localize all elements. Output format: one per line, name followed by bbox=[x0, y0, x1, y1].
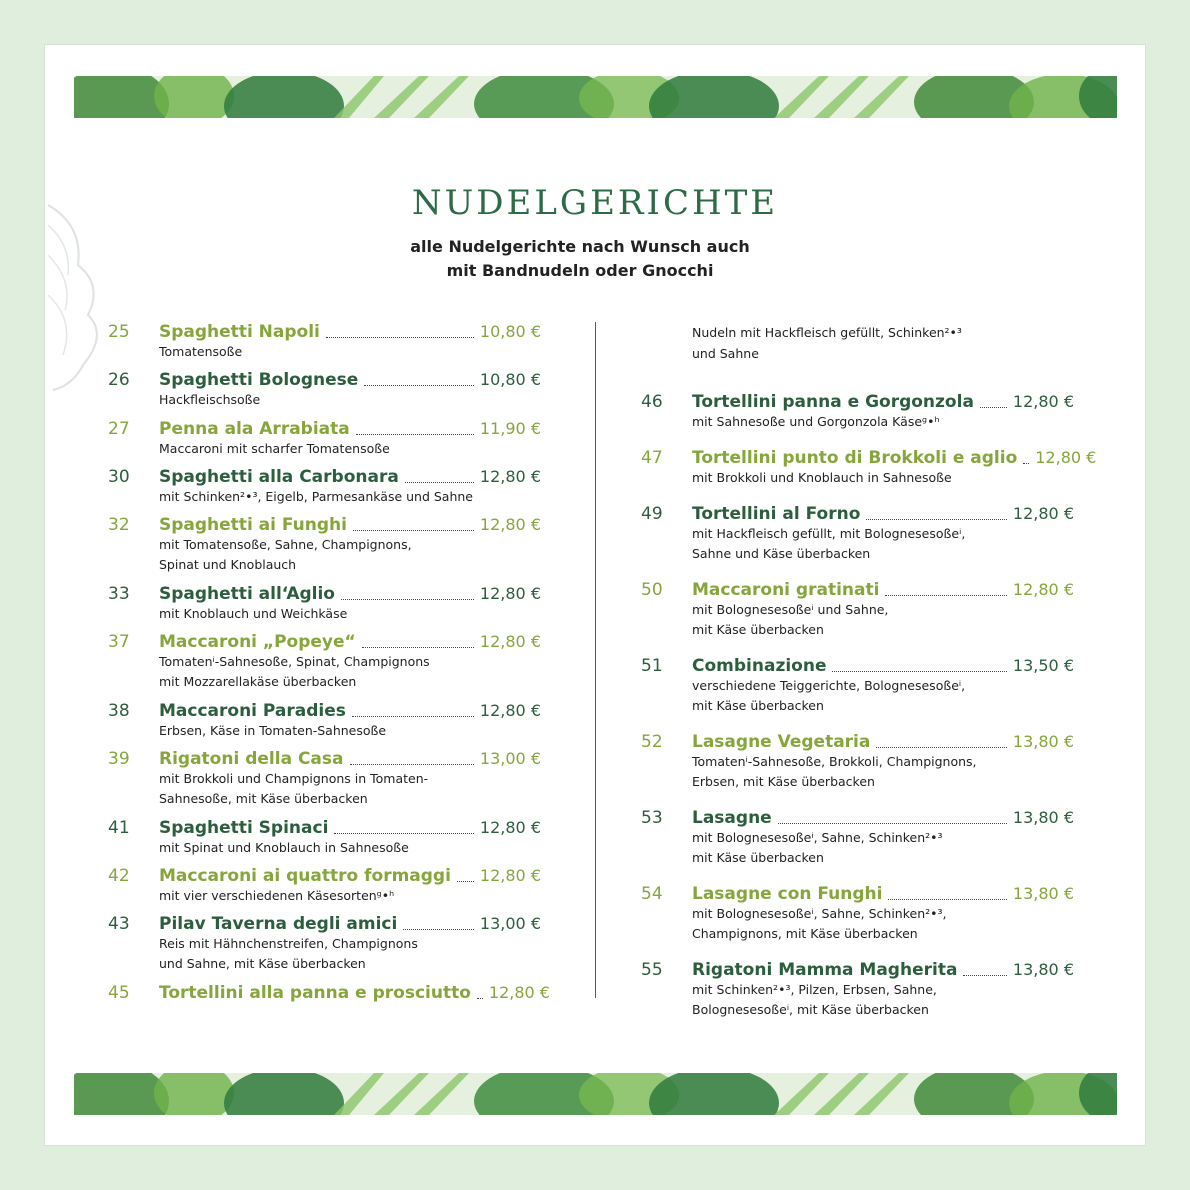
dot-leader bbox=[778, 823, 1007, 824]
item-name-row bbox=[159, 465, 541, 489]
item-name-row bbox=[692, 958, 1074, 982]
item-name: Rigatoni della Casa bbox=[159, 749, 344, 769]
item-name-row bbox=[692, 446, 1097, 470]
item-number: 49 bbox=[641, 504, 663, 524]
item-number: 33 bbox=[108, 584, 130, 604]
description-line: mit Käse überbacken bbox=[692, 850, 824, 865]
description-line: und Sahne, mit Käse überbacken bbox=[159, 956, 366, 971]
item-name: Tortellini punto di Brokkoli e aglio bbox=[692, 448, 1018, 468]
item-name-row bbox=[159, 582, 541, 606]
menu-item bbox=[641, 654, 1081, 730]
shell-pasta-decoration bbox=[45, 195, 113, 395]
item-name: Penna ala Arrabiata bbox=[159, 419, 350, 439]
description-line: verschiedene Teiggerichte, Bolognesesoßeⁱ, bbox=[692, 678, 966, 693]
dot-leader bbox=[876, 747, 1007, 748]
item-number: 32 bbox=[108, 515, 130, 535]
menu-item bbox=[108, 582, 548, 630]
dot-leader bbox=[364, 385, 474, 386]
item-name: Spaghetti Napoli bbox=[159, 322, 320, 342]
item-description bbox=[692, 524, 1072, 564]
menu-item bbox=[108, 981, 548, 1011]
item-name-row bbox=[692, 502, 1074, 526]
item-name-row bbox=[692, 654, 1074, 678]
item-number: 39 bbox=[108, 749, 130, 769]
item-price: 10,80 € bbox=[479, 370, 541, 389]
dot-leader bbox=[334, 833, 474, 834]
description-line: mit Schinken²•³, Pilzen, Erbsen, Sahne, bbox=[692, 982, 937, 997]
item-number: 45 bbox=[108, 983, 130, 1003]
menu-item bbox=[641, 578, 1081, 654]
continued-description bbox=[641, 322, 1081, 390]
item-name: Maccaroni Paradies bbox=[159, 701, 346, 721]
item-price: 13,80 € bbox=[1012, 960, 1074, 979]
dot-leader bbox=[353, 530, 474, 531]
description-line: und Sahne bbox=[692, 346, 759, 361]
item-description bbox=[159, 604, 539, 624]
item-number: 54 bbox=[641, 884, 663, 904]
item-description bbox=[159, 652, 539, 692]
item-name: Combinazione bbox=[692, 656, 827, 676]
description-line: Maccaroni mit scharfer Tomatensoße bbox=[159, 441, 390, 456]
item-name-row bbox=[692, 390, 1074, 414]
item-description bbox=[692, 752, 1072, 792]
item-name-row bbox=[159, 513, 541, 537]
item-name: Lasagne con Funghi bbox=[692, 884, 883, 904]
item-name-row bbox=[159, 320, 541, 344]
menu-title: NUDELGERICHTE bbox=[411, 183, 779, 223]
item-number: 26 bbox=[108, 370, 130, 390]
dot-leader bbox=[963, 975, 1007, 976]
item-price: 13,00 € bbox=[479, 914, 541, 933]
item-number: 53 bbox=[641, 808, 663, 828]
menu-item bbox=[108, 699, 548, 747]
item-name-row bbox=[692, 882, 1074, 906]
menu-item bbox=[108, 912, 548, 981]
description-line: Sahne und Käse überbacken bbox=[692, 546, 871, 561]
item-number: 43 bbox=[108, 914, 130, 934]
menu-item bbox=[641, 806, 1081, 882]
description-line: Nudeln mit Hackfleisch gefüllt, Schinken²•³ bbox=[692, 325, 962, 340]
menu-item bbox=[108, 747, 548, 816]
item-name: Lasagne Vegetaria bbox=[692, 732, 871, 752]
item-name: Spaghetti all‘Aglio bbox=[159, 584, 335, 604]
item-price: 12,80 € bbox=[1012, 504, 1074, 523]
item-name-row bbox=[692, 578, 1074, 602]
description-line: mit Käse überbacken bbox=[692, 622, 824, 637]
menu-item bbox=[641, 958, 1081, 1018]
description-line: Reis mit Hähnchenstreifen, Champignons bbox=[159, 936, 418, 951]
item-name: Rigatoni Mamma Magherita bbox=[692, 960, 958, 980]
item-number: 30 bbox=[108, 467, 130, 487]
item-name: Spaghetti alla Carbonara bbox=[159, 467, 399, 487]
menu-item bbox=[108, 465, 548, 513]
menu-item bbox=[108, 513, 548, 582]
item-name-row bbox=[159, 699, 541, 723]
description-line: mit Spinat und Knoblauch in Sahnesoße bbox=[159, 840, 409, 855]
menu-item bbox=[641, 390, 1081, 446]
item-number: 55 bbox=[641, 960, 663, 980]
menu-item bbox=[108, 864, 548, 912]
item-description bbox=[159, 721, 539, 741]
dot-leader bbox=[885, 595, 1006, 596]
item-description bbox=[692, 676, 1072, 716]
dot-leader bbox=[352, 716, 474, 717]
dot-leader bbox=[888, 899, 1006, 900]
item-description bbox=[692, 468, 1072, 488]
item-number: 27 bbox=[108, 419, 130, 439]
item-description bbox=[159, 390, 539, 410]
item-description bbox=[159, 769, 539, 809]
menu-column-right bbox=[641, 322, 1097, 1018]
dot-leader bbox=[326, 337, 474, 338]
item-price: 13,80 € bbox=[1012, 808, 1074, 827]
subtitle-line-1: alle Nudelgerichte nach Wunsch auch bbox=[410, 237, 750, 256]
description-line: mit Schinken²•³, Eigelb, Parmesankäse und Sahne bbox=[159, 489, 474, 504]
subtitle-line-2: mit Bandnudeln oder Gnocchi bbox=[446, 261, 714, 280]
item-number: 38 bbox=[108, 701, 130, 721]
item-name-row bbox=[159, 912, 541, 936]
description-line: Tomatenⁱ-Sahnesoße, Spinat, Champignons bbox=[159, 654, 430, 669]
description-line: Bolognesesoßeⁱ, mit Käse überbacken bbox=[692, 1002, 929, 1017]
column-divider bbox=[595, 322, 596, 998]
description-line: mit Tomatensoße, Sahne, Champignons, bbox=[159, 537, 412, 552]
dot-leader bbox=[477, 998, 483, 999]
item-name-row bbox=[159, 747, 541, 771]
item-description bbox=[159, 439, 539, 459]
dot-leader bbox=[1023, 463, 1029, 464]
description-line: Hackfleischsoße bbox=[159, 392, 261, 407]
description-line: mit Brokkoli und Knoblauch in Sahnesoße bbox=[692, 470, 952, 485]
item-price: 12,80 € bbox=[1012, 392, 1074, 411]
item-name-row bbox=[159, 816, 541, 840]
item-name: Lasagne bbox=[692, 808, 772, 828]
item-price: 12,80 € bbox=[479, 515, 541, 534]
item-price: 13,80 € bbox=[1012, 884, 1074, 903]
dot-leader bbox=[356, 434, 474, 435]
item-description bbox=[159, 886, 539, 906]
item-price: 13,50 € bbox=[1012, 656, 1074, 675]
description-line: mit Sahnesoße und Gorgonzola Käseᵍ•ʰ bbox=[692, 414, 940, 429]
description-line: mit vier verschiedenen Käsesortenᵍ•ʰ bbox=[159, 888, 395, 903]
item-price: 12,80 € bbox=[488, 983, 550, 1002]
item-price: 12,80 € bbox=[479, 584, 541, 603]
description-line: Tomatensoße bbox=[159, 344, 243, 359]
description-line: Erbsen, mit Käse überbacken bbox=[692, 774, 875, 789]
item-description bbox=[692, 980, 1072, 1020]
item-name-row bbox=[692, 730, 1074, 754]
menu-item bbox=[641, 502, 1081, 578]
menu-item bbox=[108, 320, 548, 368]
dot-leader bbox=[350, 764, 474, 765]
item-name: Maccaroni ai quattro formaggi bbox=[159, 866, 451, 886]
item-name: Tortellini al Forno bbox=[692, 504, 861, 524]
item-price: 13,00 € bbox=[479, 749, 541, 768]
description-line: Erbsen, Käse in Tomaten-Sahnesoße bbox=[159, 723, 387, 738]
dot-leader bbox=[341, 599, 474, 600]
item-price: 12,80 € bbox=[1012, 580, 1074, 599]
description-line: mit Brokkoli und Champignons in Tomaten- bbox=[159, 771, 429, 786]
item-description bbox=[692, 904, 1072, 944]
item-name: Spaghetti ai Funghi bbox=[159, 515, 347, 535]
menu-column-left bbox=[108, 320, 548, 1011]
item-number: 46 bbox=[641, 392, 663, 412]
menu-item bbox=[641, 730, 1081, 806]
menu-item bbox=[108, 417, 548, 465]
item-number: 51 bbox=[641, 656, 663, 676]
menu-item bbox=[108, 368, 548, 417]
item-name: Tortellini panna e Gorgonzola bbox=[692, 392, 974, 412]
description-line: mit Knoblauch und Weichkäse bbox=[159, 606, 348, 621]
item-name-row bbox=[159, 630, 541, 654]
leaf-decoration bbox=[74, 1073, 1117, 1115]
description-line: mit Bolognesesoßeⁱ, Sahne, Schinken²•³, bbox=[692, 906, 947, 921]
item-price: 12,80 € bbox=[479, 818, 541, 837]
description-line: Spinat und Knoblauch bbox=[159, 557, 297, 572]
description-line: mit Käse überbacken bbox=[692, 698, 824, 713]
item-price: 10,80 € bbox=[479, 322, 541, 341]
item-name-row bbox=[159, 368, 541, 392]
item-number: 50 bbox=[641, 580, 663, 600]
menu-item bbox=[108, 816, 548, 864]
item-number: 52 bbox=[641, 732, 663, 752]
item-price: 11,90 € bbox=[479, 419, 541, 438]
item-name-row bbox=[159, 981, 550, 1005]
item-name-row bbox=[159, 864, 541, 888]
description-line: Champignons, mit Käse überbacken bbox=[692, 926, 918, 941]
item-description bbox=[692, 828, 1072, 868]
item-price: 12,80 € bbox=[1035, 448, 1097, 467]
item-price: 12,80 € bbox=[479, 632, 541, 651]
menu-item bbox=[641, 446, 1097, 502]
dot-leader bbox=[403, 929, 474, 930]
item-name: Tortellini alla panna e prosciutto bbox=[159, 983, 471, 1003]
leaf-border-top bbox=[74, 76, 1117, 118]
item-description bbox=[692, 322, 1072, 364]
description-line: Tomatenⁱ-Sahnesoße, Brokkoli, Champignons, bbox=[692, 754, 977, 769]
item-name: Maccaroni „Popeye“ bbox=[159, 632, 356, 652]
item-name: Maccaroni gratinati bbox=[692, 580, 880, 600]
item-number: 42 bbox=[108, 866, 130, 886]
item-name: Spaghetti Bolognese bbox=[159, 370, 359, 390]
dot-leader bbox=[980, 407, 1007, 408]
item-number: 41 bbox=[108, 818, 130, 838]
item-name: Pilav Taverna degli amici bbox=[159, 914, 398, 934]
item-number: 25 bbox=[108, 322, 130, 342]
dot-leader bbox=[832, 671, 1006, 672]
leaf-decoration bbox=[74, 76, 1117, 118]
item-description bbox=[159, 342, 539, 362]
item-name-row bbox=[159, 417, 541, 441]
item-name-row bbox=[692, 806, 1074, 830]
item-description bbox=[692, 600, 1072, 640]
item-price: 12,80 € bbox=[479, 467, 541, 486]
dot-leader bbox=[405, 482, 474, 483]
item-description bbox=[159, 934, 539, 974]
dot-leader bbox=[362, 647, 474, 648]
description-line: mit Bolognesesoßeⁱ, Sahne, Schinken²•³ bbox=[692, 830, 943, 845]
dot-leader bbox=[457, 881, 474, 882]
menu-item bbox=[641, 882, 1081, 958]
item-price: 12,80 € bbox=[479, 866, 541, 885]
item-description bbox=[159, 838, 539, 858]
item-description bbox=[159, 487, 539, 507]
item-price: 12,80 € bbox=[479, 701, 541, 720]
item-description bbox=[159, 535, 539, 575]
menu-page bbox=[45, 45, 1145, 1145]
item-name: Spaghetti Spinaci bbox=[159, 818, 329, 838]
dot-leader bbox=[866, 519, 1007, 520]
item-price: 13,80 € bbox=[1012, 732, 1074, 751]
menu-item bbox=[108, 630, 548, 699]
item-number: 47 bbox=[641, 448, 663, 468]
leaf-border-bottom bbox=[74, 1073, 1117, 1115]
description-line: mit Bolognesesoßeⁱ und Sahne, bbox=[692, 602, 889, 617]
description-line: Sahnesoße, mit Käse überbacken bbox=[159, 791, 368, 806]
item-number: 37 bbox=[108, 632, 130, 652]
description-line: mit Hackfleisch gefüllt, mit Bolognesesoßeⁱ, bbox=[692, 526, 966, 541]
item-description bbox=[692, 412, 1072, 432]
description-line: mit Mozzarellakäse überbacken bbox=[159, 674, 357, 689]
menu-subtitle bbox=[380, 235, 780, 283]
